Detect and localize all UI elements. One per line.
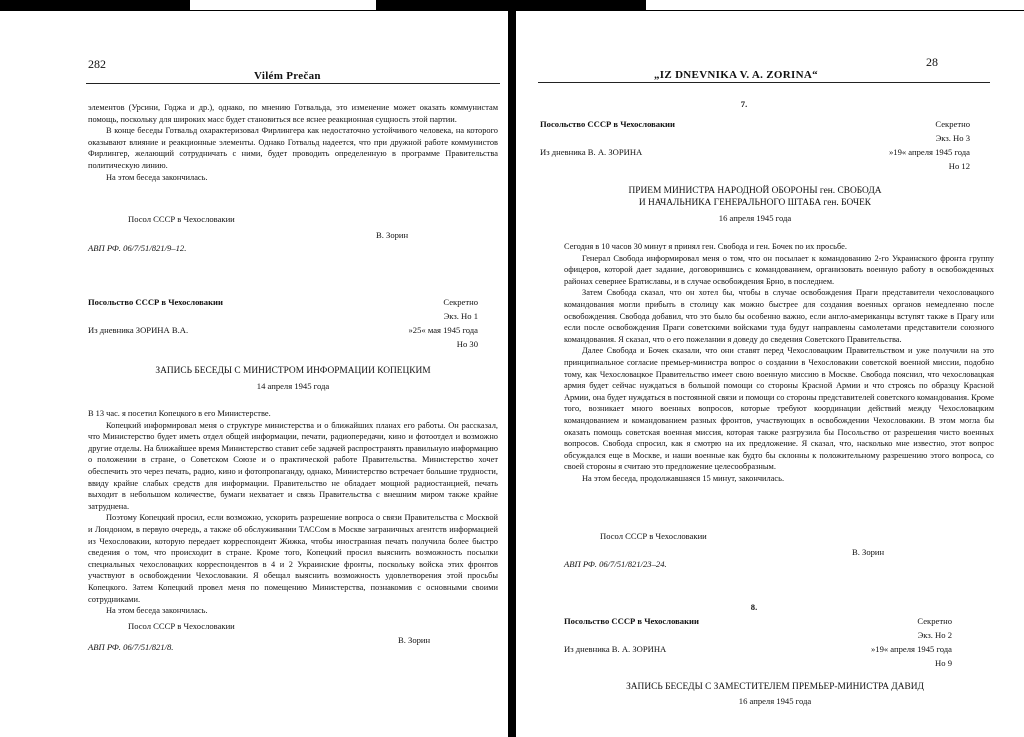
copy-number: Экз. Но 3 <box>935 133 970 143</box>
signature-name: В. Зорин <box>852 547 885 557</box>
paragraph: Затем Свобода сказал, что он хотел бы, чтобы в случае освобождения Праги представители чехословацкого командования могли прибыть в столицу как можно быстрее для создания военных органов немедленно после освобождения. Свобода добавил, что это было бы особенно важно, если англо-американцы вступят также в Прагу или если после освобождения Праги советскими войсками туда будут направлены самолетами представители союзного командования. Я сказал, что о его пожелании я доведу до сведения Советского Правительства. <box>564 288 994 344</box>
paragraph: На этом беседа закончилась. <box>106 172 208 182</box>
document-date: »25« мая 1945 года <box>408 325 478 335</box>
top-bar-left <box>190 0 376 10</box>
document-body <box>564 241 994 484</box>
header-rule <box>538 82 990 83</box>
paragraph: Далее Свобода и Бочек сказали, что они ставят перед Чехословацким Правительством и уже получили на это принципиальное согласие премьер-министра вопрос о создании в Чехословакии советской военной миссии, подобно тому, как Чехословацкое Правительство имеет свою военную миссию в Москве. Свобода пояснил, что чехословацкая армия будет сейчас нуждаться в большой помощи со стороны Красной Армии и что строясь по образцу Красной Армии, она будет нуждаться в постоянной связи и помощи со стороны представителей советского командования. Кроме того, возникает много военных вопросов, которые требуют координации действий между Чехословацким командованием и командованием разных фронтов, участвующих в освобождении Чехословакии. В этом могла бы оказать помощь советская военная миссия, которая также разгрузила бы Посольство от разрешения чисто военных вопросов. Свобода спросил, как я смотрю на их предложение. Я сказал, что, насколько мне известно, этот вопрос обсуждался еще в Москве, и наши военные как будто бы склонны к положительному разрешению этого вопроса, со своей стороны я считаю это предложение целесообразным. <box>564 346 994 472</box>
paragraph: Поэтому Копецкий просил, если возможно, ускорить разрешение вопроса о связи Правительства с Москвой и Лондоном, в первую очередь, а также об обслуживании ТАССом в Москве заграничных агентств информацией из Чехословакии, которую передает корреспондент Жижка, чтобы иностранная печать получила более быстро сведения о том, что происходит в стране. Кроме того, Копецкий просил выяснить возможность посылки специальных чехословацких корреспондентов в 4 и 2 Украинские фронты, поскольку войска этих фронтов участвуют в освобождении Чехословакии. Я обещал выяснить возможность удовлетворения этой просьбы Копецкого. Затем Копецкий провел меня по помещению Министерства, познакомив с основными своими сотрудниками. <box>88 513 498 604</box>
secret-label: Секретно <box>443 297 478 307</box>
signature-name: В. Зорин <box>376 230 409 240</box>
archive-reference: АВП РФ. 06/7/51/821/23–24. <box>564 559 667 569</box>
signature-title: Посол СССР в Чехословакии <box>600 531 707 541</box>
running-head: „IZ DNEVNIKA V. A. ZORINA“ <box>654 69 818 81</box>
signature-title: Посол СССР в Чехословакии <box>128 214 235 224</box>
diary-source: Из дневника В. А. ЗОРИНА <box>564 644 667 654</box>
paragraph: Сегодня в 10 часов 30 минут я принял ген. Свобода и ген. Бочек по их просьбе. <box>564 242 847 251</box>
left-page <box>0 11 508 737</box>
archive-reference: АВП РФ. 06/7/51/821/8. <box>88 642 174 652</box>
document-number-heading: 8. <box>750 602 758 612</box>
secret-label: Секретно <box>917 616 952 626</box>
header-rule <box>86 83 500 84</box>
document-date-line: 16 апреля 1945 года <box>718 213 792 223</box>
page-number: 282 <box>88 57 106 71</box>
running-head: Vilém Prečan <box>254 70 321 82</box>
paragraph: Копецкий информировал меня о структуре министерства и о ближайших планах его работы. Он рассказал, что Министерство будет иметь отдел общей информации, печати, радиопередачи, кино и фотоотдел и возможно другие отделы. На ближайшее время Министерство ставит себе задачей распространять правильную информацию о положении в стране, о Советском Союзе и о практической работе Правительства. Министерство хочет обеспечить это через печать, радио, кино и фотопропаганду, однако, Министерство встречает большие трудности, ввиду крайне слабых средств для информации. Правительство не обладает мощной радиостанцией, печать выходит в небольшом количестве, бумаги нехватает и связь Правительства с внешним миром также крайне затруднена. <box>88 420 498 511</box>
embassy-header: Посольство СССР в Чехословакии <box>564 616 699 626</box>
embassy-header: Посольство СССР в Чехословакии <box>540 119 675 129</box>
continuation-text: элементов (Урсини, Годжа и др.), однако, по мнению Готвальда, это изменение может оказать коммунистам помощь, поскольку для широких масс будет становиться все яснее реакционная сущность этой партии. В конце беседы Готвальд охарактеризовал Фирлингера как недостаточно устойчивого человека, на которого оказывают влияние и реакционные элементы. Однако Готвальд надеется, что при дружной работе коммунистов Фирлингер, желающий сотрудничать с ними, будет проводить определенную в программе Правительства политическую линию. На этом беседа закончилась. <box>88 103 498 182</box>
document-title: ЗАПИСЬ БЕСЕДЫ С МИНИСТРОМ ИНФОРМАЦИИ КОПЕЦКИМ <box>155 366 431 376</box>
paragraph: В конце беседы Готвальд охарактеризовал Фирлингера как недостаточно устойчивого человека, на которого оказывают влияние и реакционные элементы. Однако Готвальд надеется, что при дружной работе коммунистов Фирлингер, желающий сотрудничать с ними, будет проводить определенную в программе Правительства политическую линию. <box>88 126 498 170</box>
diary-source: Из дневника В. А. ЗОРИНА <box>540 147 643 157</box>
document-number: Но 30 <box>456 339 478 349</box>
signature-name: В. Зорин <box>398 635 431 645</box>
document-number: Но 12 <box>948 161 970 171</box>
right-page <box>516 11 1024 737</box>
secret-label: Секретно <box>935 119 970 129</box>
document-number-heading: 7. <box>740 99 748 109</box>
document-title: И НАЧАЛЬНИКА ГЕНЕРАЛЬНОГО ШТАБА ген. БОЧЕК <box>638 198 872 208</box>
document-title: ЗАПИСЬ БЕСЕДЫ С ЗАМЕСТИТЕЛЕМ ПРЕМЬЕР-МИНИСТРА ДАВИД <box>626 682 924 692</box>
document-date-line: 16 апреля 1945 года <box>738 696 812 706</box>
copy-number: Экз. Но 1 <box>443 311 478 321</box>
paragraph: Генерал Свобода информировал меня о том, что он посылает к командованию 2-го Украинского фронта группу офицеров, которой дает задание, договорившись с командованием, организовать военную работу в освобожденных районах севернее Братиславы, и в случае освобождения Брно, в последнем. <box>564 253 994 286</box>
document-body: В 13 час. я посетил Копецкого в его Министерстве. Копецкий информировал меня о структуре министерства и о ближайших планах его работы. Он рассказал, что Министерство будет иметь отдел общей информации, печати, радиопередачи, кино и фотоотдел и возможно другие отделы. На ближайшее время Министерство ставит себе задачей распространять правильную информацию о положении в стране, о Советском Союзе и о практической работе Правительства. Министерство хочет обеспечить это через печать, радио, кино и фотопропаганду, однако, Министерство встречает большие трудности, ввиду крайне слабых средств для информации. Правительство не обладает мощной радиостанцией, печать выходит в небольшом количестве, бумаги нехватает и связь Правительства с внешним миром также крайне затруднена. Поэтому Копецкий просил, если возможно, ускорить разрешение вопроса о связи Правительства с Москвой и Лондоном, в первую очередь, а также об обслуживании ТАССом в Москве заграничных агентств информацией из Чехословакии, которую передает корреспондент Жижка, чтобы иностранная печать получила более быстро сведения о том, что происходит в стране. Кроме того, Копецкий просил выяснить возможность посылки специальных чехословацких корреспондентов в 4 и 2 Украинские фронты, поскольку войска этих фронтов участвуют в освобождении Чехословакии. Я обещал выяснить возможность удовлетворения этой просьбы Копецкого. Затем Копецкий провел меня по помещению Министерства, познакомив с основными своими сотрудниками. На этом беседа закончилась. <box>88 409 498 616</box>
copy-number: Экз. Но 2 <box>917 630 952 640</box>
document-date: »19« апреля 1945 года <box>870 644 952 654</box>
document-number: Но 9 <box>935 658 952 668</box>
diary-source: Из дневника ЗОРИНА В.А. <box>88 325 189 335</box>
document-date-line: 14 апреля 1945 года <box>256 381 330 391</box>
signature-title: Посол СССР в Чехословакии <box>128 621 235 631</box>
document-date: »19« апреля 1945 года <box>888 147 970 157</box>
embassy-header: Посольство СССР в Чехословакии <box>88 297 223 307</box>
paragraph: На этом беседа закончилась. <box>106 606 208 616</box>
archive-reference: АВП РФ. 06/7/51/821/9–12. <box>88 243 187 253</box>
top-bar-right <box>646 0 1024 10</box>
paragraph: На этом беседа, продолжавшаяся 15 минут, закончилась. <box>582 473 785 483</box>
page-number: 28 <box>926 55 938 69</box>
document-title: ПРИЕМ МИНИСТРА НАРОДНОЙ ОБОРОНЫ ген. СВОБОДА <box>628 186 882 196</box>
